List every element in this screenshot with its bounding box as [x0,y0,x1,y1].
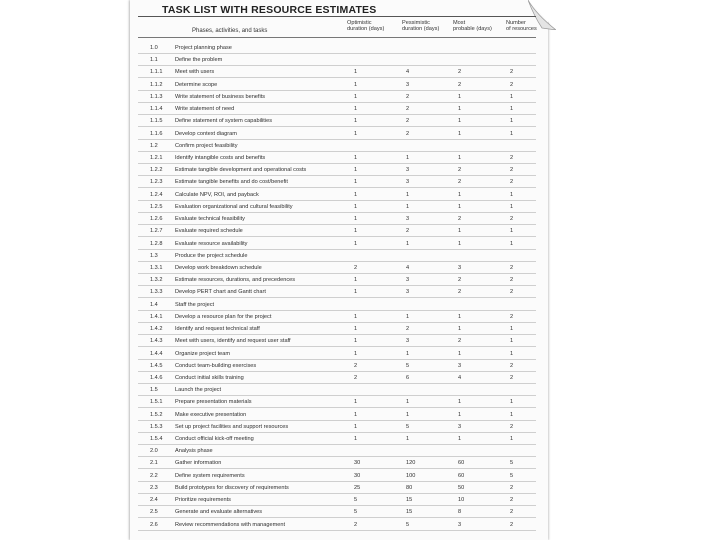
cell-pes: 2 [406,106,410,113]
cell-num: 1.2.8 [150,240,163,247]
cell-mp: 1 [458,191,462,198]
cell-pes: 1 [406,313,410,320]
cell-num: 1.2.2 [150,167,163,174]
cell-res: 5 [510,460,514,467]
cell-res: 2 [510,313,514,320]
cell-num: 1.2.3 [150,179,163,186]
table-row [138,140,536,152]
cell-num: 1.2.7 [150,228,163,235]
table-row [138,152,536,164]
cell-task: Meet with users, identify and request user staff [175,338,291,345]
cell-task: Meet with users [175,69,215,76]
table-row [138,213,536,225]
cell-pes: 2 [406,130,410,137]
cell-task: Write statement of need [175,106,235,113]
cell-mp: 1 [458,399,462,406]
cell-opt: 1 [354,338,358,345]
cell-num: 2.1 [150,460,158,467]
cell-res: 1 [510,411,514,418]
cell-res: 1 [510,240,514,247]
cell-opt: 1 [354,350,358,357]
cell-res: 1 [510,93,514,100]
table-row [138,311,536,323]
cell-task: Build prototypes for discovery of requirements [175,484,289,491]
cell-pes: 15 [406,497,413,504]
cell-res: 1 [510,118,514,125]
cell-task: Prioritize requirements [175,497,231,504]
cell-opt: 1 [354,289,358,296]
cell-res: 1 [510,338,514,345]
table-row [138,250,536,262]
cell-num: 2.2 [150,472,158,479]
table-row [138,348,536,360]
cell-mp: 60 [458,472,465,479]
cell-mp: 1 [458,106,462,113]
cell-num: 1.3.3 [150,289,163,296]
cell-pes: 3 [406,179,410,186]
cell-task: Prepare presentation materials [175,399,252,406]
cell-opt: 2 [354,521,358,528]
table-row [138,274,536,286]
cell-pes: 120 [406,460,416,467]
cell-pes: 3 [406,289,410,296]
cell-pes: 100 [406,472,416,479]
table-row [138,372,536,384]
cell-num: 1.1.1 [150,69,163,76]
cell-num: 2.5 [150,509,158,516]
table-row [138,262,536,274]
cell-num: 1.5.2 [150,411,163,418]
table-row [138,433,536,445]
cell-pes: 4 [406,69,410,76]
cell-task: Calculate NPV, ROI, and payback [175,191,259,198]
cell-mp: 3 [458,423,462,430]
cell-opt: 5 [354,497,358,504]
cell-num: 2.0 [150,448,158,455]
cell-res: 1 [510,106,514,113]
cell-pes: 1 [406,240,410,247]
cell-opt: 1 [354,130,358,137]
cell-opt: 1 [354,81,358,88]
cell-opt: 1 [354,313,358,320]
cell-pes: 15 [406,509,413,516]
cell-task: Estimate tangible benefits and do cost/benefit [175,179,288,186]
cell-res: 2 [510,484,514,491]
cell-opt: 2 [354,362,358,369]
cell-mp: 1 [458,93,462,100]
cell-pes: 3 [406,216,410,223]
cell-res: 1 [510,436,514,443]
cell-num: 1.5.1 [150,399,163,406]
cell-task: Develop work breakdown schedule [175,264,262,271]
cell-num: 1.3 [150,252,158,259]
cell-task: Review recommendations with management [175,521,286,528]
table-row [138,335,536,347]
cell-res: 2 [510,423,514,430]
header-task: Phases, activities, and tasks [192,28,268,34]
cell-opt: 1 [354,399,358,406]
cell-num: 2.4 [150,497,158,504]
cell-mp: 1 [458,313,462,320]
cell-res: 2 [510,277,514,284]
cell-num: 1.4.3 [150,338,163,345]
table-row [138,470,536,482]
cell-res: 5 [510,472,514,479]
cell-opt: 1 [354,167,358,174]
cell-task: Confirm project feasibility [175,142,238,149]
cell-pes: 80 [406,484,413,491]
cell-opt: 1 [354,277,358,284]
cell-num: 1.1.4 [150,106,163,113]
cell-res: 2 [510,497,514,504]
cell-opt: 2 [354,264,358,271]
table-row [138,421,536,433]
cell-mp: 2 [458,277,462,284]
cell-task: Launch the project [175,387,222,394]
cell-pes: 5 [406,521,410,528]
cell-res: 2 [510,374,514,381]
cell-pes: 2 [406,118,410,125]
cell-pes: 3 [406,81,410,88]
cell-opt: 1 [354,191,358,198]
cell-pes: 5 [406,423,410,430]
table-row [138,323,536,335]
cell-num: 1.3.2 [150,277,163,284]
row-rule [138,530,536,531]
cell-mp: 1 [458,411,462,418]
cell-mp: 10 [458,497,465,504]
cell-opt: 1 [354,154,358,161]
cell-mp: 50 [458,484,465,491]
cell-num: 1.4.4 [150,350,163,357]
cell-opt: 30 [354,472,361,479]
cell-mp: 3 [458,362,462,369]
table-row [138,128,536,140]
table-row [138,164,536,176]
cell-mp: 60 [458,460,465,467]
cell-task: Estimate tangible development and operational costs [175,167,307,174]
cell-task: Organize project team [175,350,231,357]
cell-mp: 2 [458,216,462,223]
cell-task: Define the problem [175,57,223,64]
cell-opt: 1 [354,179,358,186]
cell-pes: 3 [406,338,410,345]
cell-task: Evaluate technical feasibility [175,216,245,223]
cell-task: Produce the project schedule [175,252,248,259]
cell-task: Staff the project [175,301,215,308]
cell-num: 1.0 [150,45,158,51]
cell-mp: 1 [458,154,462,161]
cell-mp: 1 [458,326,462,333]
cell-pes: 1 [406,350,410,357]
cell-mp: 1 [458,240,462,247]
cell-pes: 1 [406,436,410,443]
table-row [138,176,536,188]
cell-mp: 2 [458,179,462,186]
cell-mp: 4 [458,374,462,381]
cell-num: 1.3.1 [150,264,163,271]
cell-res: 2 [510,521,514,528]
cell-opt: 1 [354,423,358,430]
table-row [138,42,536,54]
cell-task: Project planning phase [175,45,232,51]
cell-task: Gather information [175,460,222,467]
cell-num: 1.2.6 [150,216,163,223]
table-row [138,201,536,213]
cell-num: 1.2.5 [150,203,163,210]
cell-task: Develop a resource plan for the project [175,313,272,320]
cell-num: 1.2 [150,142,158,149]
cell-opt: 1 [354,203,358,210]
cell-task: Analysis phase [175,448,213,455]
cell-opt: 1 [354,436,358,443]
cell-mp: 8 [458,509,462,516]
cell-task: Conduct team-building exercises [175,362,257,369]
cell-num: 1.5.3 [150,423,163,430]
table-row [138,91,536,103]
cell-res: 1 [510,350,514,357]
cell-num: 1.2.1 [150,154,163,161]
cell-task: Write statement of business benefits [175,93,266,100]
cell-pes: 3 [406,167,410,174]
cell-opt: 30 [354,460,361,467]
cell-opt: 1 [354,326,358,333]
table-row [138,299,536,311]
cell-mp: 1 [458,203,462,210]
cell-opt: 1 [354,411,358,418]
cell-res: 2 [510,509,514,516]
cell-pes: 1 [406,399,410,406]
table-row [138,286,536,298]
cell-mp: 3 [458,264,462,271]
cell-res: 2 [510,81,514,88]
cell-mp: 2 [458,167,462,174]
cell-task: Define statement of system capabilities [175,118,273,125]
cell-num: 1.4.6 [150,374,163,381]
cell-pes: 2 [406,228,410,235]
table-row [138,519,536,531]
cell-mp: 2 [458,289,462,296]
cell-opt: 1 [354,69,358,76]
cell-opt: 25 [354,484,361,491]
table-row [138,494,536,506]
cell-res: 2 [510,216,514,223]
cell-pes: 2 [406,93,410,100]
cell-opt: 1 [354,118,358,125]
cell-num: 1.1.3 [150,93,163,100]
header-pessimistic: Pessimistic duration (days) [402,20,440,33]
cell-task: Identify and request technical staff [175,326,260,333]
cell-res: 1 [510,203,514,210]
table-row [138,457,536,469]
cell-task: Identify intangible costs and benefits [175,154,266,161]
table-row [138,189,536,201]
cell-num: 1.1.2 [150,81,163,88]
cell-task: Evaluate resource availability [175,240,248,247]
cell-mp: 1 [458,436,462,443]
cell-num: 2.6 [150,521,158,528]
cell-res: 2 [510,167,514,174]
cell-task: Evaluation organizational and cultural feasibility [175,203,293,210]
table-title: TASK LIST WITH RESOURCE ESTIMATES [162,4,377,16]
cell-task: Evaluate required schedule [175,228,243,235]
cell-res: 1 [510,191,514,198]
table-row [138,54,536,66]
cell-mp: 1 [458,130,462,137]
cell-mp: 2 [458,338,462,345]
table-row [138,409,536,421]
cell-pes: 1 [406,191,410,198]
cell-mp: 3 [458,521,462,528]
cell-opt: 1 [354,106,358,113]
table-row [138,103,536,115]
table-row [138,360,536,372]
cell-mp: 1 [458,118,462,125]
header-most-probable: Most probable (days) [453,20,492,33]
cell-num: 1.1 [150,57,158,64]
cell-num: 1.4 [150,301,158,308]
cell-pes: 1 [406,411,410,418]
cell-pes: 6 [406,374,410,381]
cell-num: 1.1.6 [150,130,163,137]
cell-res: 1 [510,399,514,406]
cell-res: 2 [510,154,514,161]
cell-opt: 1 [354,216,358,223]
header-resources: Number of resources [506,20,537,33]
table-row [138,66,536,78]
cell-task: Set up project facilities and support resources [175,423,289,430]
cell-task: Define system requirements [175,472,245,479]
cell-opt: 2 [354,374,358,381]
table-row [138,384,536,396]
cell-task: Conduct official kick-off meeting [175,436,254,443]
cell-num: 1.2.4 [150,191,163,198]
cell-pes: 1 [406,154,410,161]
table-row [138,225,536,237]
cell-mp: 2 [458,81,462,88]
table-row [138,445,536,457]
cell-pes: 3 [406,277,410,284]
cell-res: 1 [510,326,514,333]
cell-num: 1.5 [150,387,158,394]
cell-opt: 1 [354,228,358,235]
cell-pes: 4 [406,264,410,271]
cell-num: 2.3 [150,484,158,491]
cell-mp: 1 [458,228,462,235]
cell-pes: 1 [406,203,410,210]
cell-mp: 2 [458,69,462,76]
cell-num: 1.4.1 [150,313,163,320]
cell-res: 2 [510,69,514,76]
cell-task: Determine scope [175,81,218,88]
cell-opt: 1 [354,93,358,100]
cell-res: 1 [510,130,514,137]
cell-res: 2 [510,264,514,271]
cell-mp: 1 [458,350,462,357]
cell-pes: 2 [406,326,410,333]
table-row [138,79,536,91]
table-row [138,482,536,494]
cell-res: 2 [510,289,514,296]
cell-task: Develop context diagram [175,130,237,137]
cell-opt: 1 [354,240,358,247]
cell-res: 2 [510,362,514,369]
cell-num: 1.1.5 [150,118,163,125]
cell-res: 2 [510,179,514,186]
cell-pes: 5 [406,362,410,369]
cell-opt: 5 [354,509,358,516]
header-optimistic: Optimistic duration (days) [347,20,385,33]
table-row [138,506,536,518]
table-row [138,115,536,127]
table-row [138,238,536,250]
cell-num: 1.4.2 [150,326,163,333]
cell-res: 1 [510,228,514,235]
cell-num: 1.4.5 [150,362,163,369]
cell-task: Estimate resources, durations, and precedences [175,277,296,284]
cell-task: Conduct initial skills training [175,374,244,381]
cell-task: Develop PERT chart and Gantt chart [175,289,266,296]
cell-num: 1.5.4 [150,436,163,443]
table-row [138,396,536,408]
cell-task: Make executive presentation [175,411,247,418]
cell-task: Generate and evaluate alternatives [175,509,263,516]
